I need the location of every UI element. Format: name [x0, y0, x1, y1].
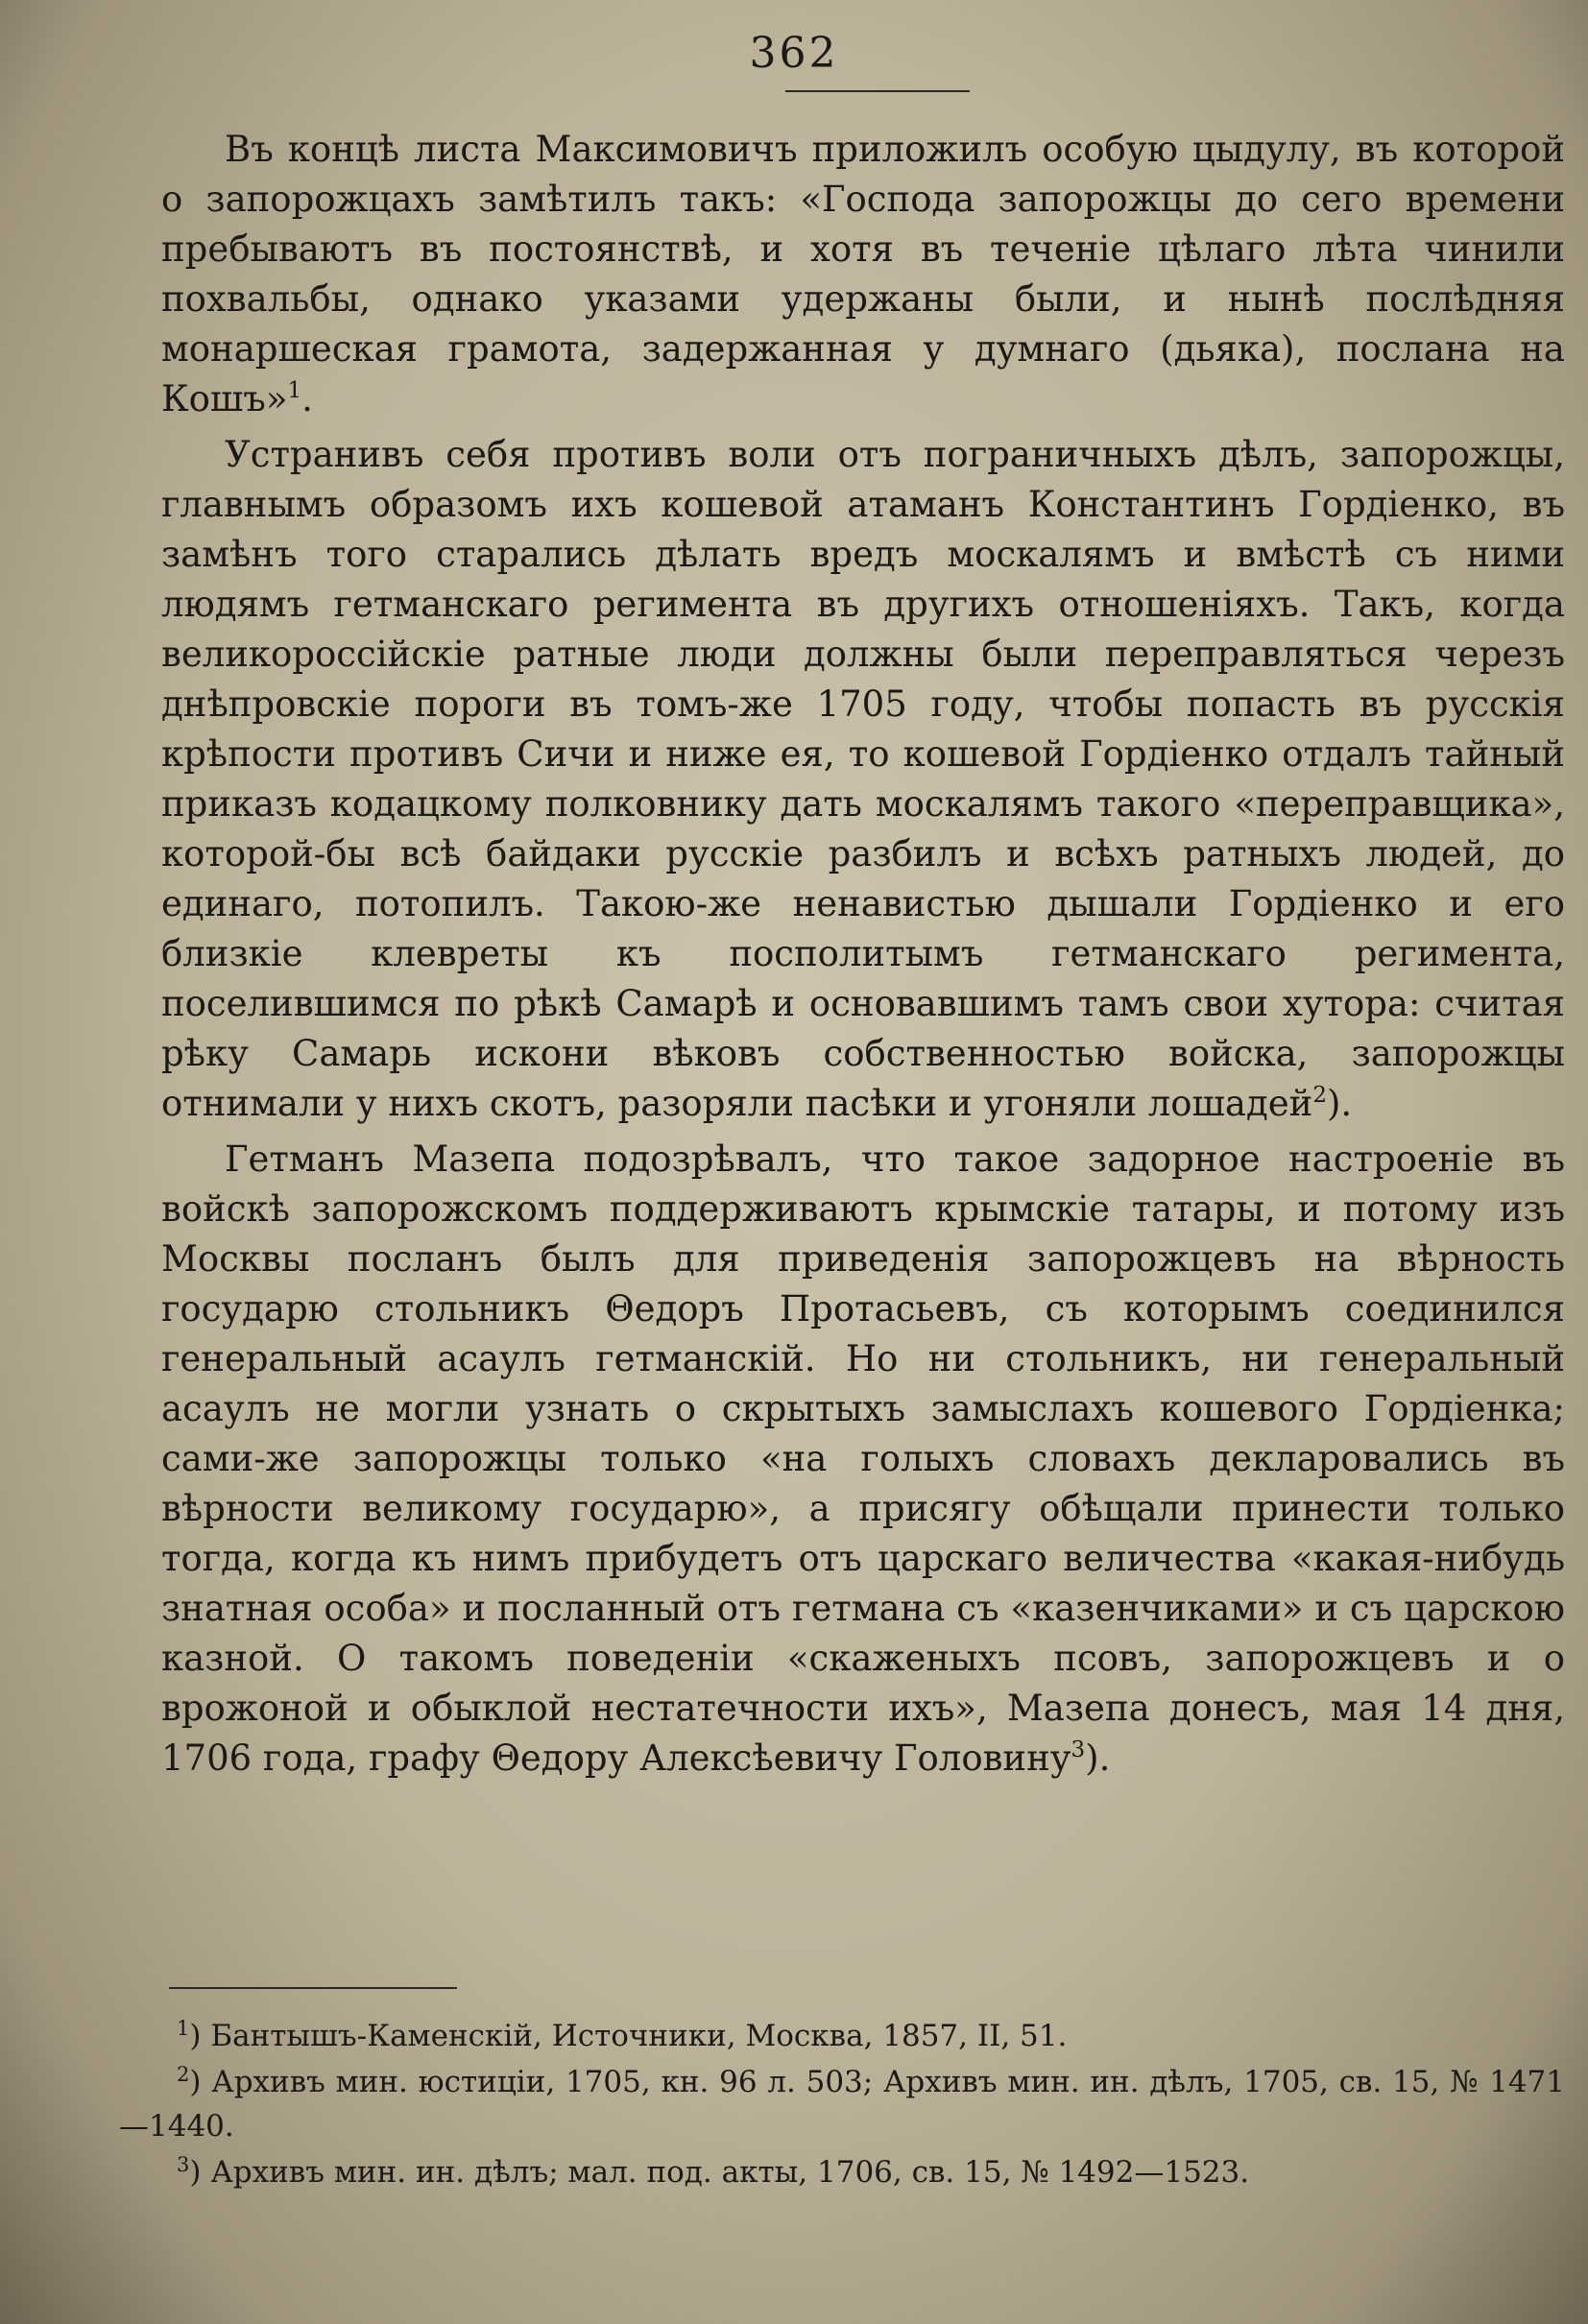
paragraph-tail: ). [1326, 1083, 1353, 1124]
main-text [161, 125, 1565, 1789]
footnote [119, 2060, 1565, 2148]
paragraph-text: Гетманъ Мазепа подозрѣвалъ, что такое задорное настроеніе въ войскѣ запорожскомъ поддерживаютъ крымскіе татары, и потому изъ Москвы посланъ былъ для приведенія запорожцевъ на вѣрность государю стольникъ Θедоръ Протасьевъ, съ которымъ соединился генеральный асаулъ гетманскій. Но ни стольникъ, ни генеральный асаулъ не могли узнать о скрытыхъ замыслахъ кошевого Гордіенка; сами-же запорожцы только «на голыхъ словахъ декларовались въ вѣрности великому государю», а присягу обѣщали принести только тогда, когда къ нимъ прибудетъ отъ царскаго величества «какая-нибудь знатная особа» и посланный отъ гетмана съ «казенчиками» и съ царскою казной. О такомъ поведеніи «скаженыхъ псовъ, запорожцевъ и о врожоной и обыклой нестатечности ихъ», Мазепа донесъ, мая 14 дня, 1706 года, графу Θедору Алексѣевичу Головину [161, 1138, 1565, 1779]
footnote-text: ) Архивъ мин. юстиціи, 1705, кн. 96 л. 503; Архивъ мин. ин. дѣлъ, 1705, св. 15, № 1471—1440. [119, 2065, 1565, 2144]
footnote-text: ) Архивъ мин. ин. дѣлъ; мал. под. акты, 1706, св. 15, № 1492—1523. [189, 2155, 1250, 2190]
footnote-reference: 3 [1071, 1737, 1086, 1762]
paragraph-text: Устранивъ себя противъ воли отъ пограничныхъ дѣлъ, запорожцы, главнымъ образомъ ихъ кошевой атаманъ Константинъ Гордіенко, въ замѣнъ того старались дѣлать вредъ москалямъ и вмѣстѣ съ ними людямъ гетманскаго регимента въ другихъ отношеніяхъ. Такъ, когда великороссійскіе ратные люди должны были переправляться черезъ днѣпровскіе пороги въ томъ-же 1705 году, чтобы попасть въ русскія крѣпости противъ Сичи и ниже ея, то кошевой Гордіенко отдалъ тайный приказъ кодацкому полковнику дать москалямъ такого «переправщика», которой-бы всѣ байдаки русскіе разбилъ и всѣхъ ратныхъ людей, до единаго, потопилъ. Такою-же ненавистью дышали Гордіенко и его близкіе клевреты къ посполитымъ гетманскаго регимента, поселившимся по рѣкѣ Самарѣ и основавшимъ тамъ свои хутора: считая рѣку Самарь искони вѣковъ собственностью войска, запорожцы отнимали у нихъ скотъ, разоряли пасѣки и угоняли лошадей [161, 434, 1565, 1124]
paragraph-tail: . [301, 378, 313, 419]
footnote-mark: 1 [177, 2017, 190, 2040]
footnote-mark: 3 [177, 2153, 190, 2176]
footnote [119, 2150, 1565, 2194]
page-number-underline [785, 90, 970, 92]
page-number: 362 [749, 29, 839, 78]
footnote-reference: 2 [1312, 1083, 1327, 1108]
paragraph [161, 430, 1565, 1129]
paragraph [161, 1135, 1565, 1784]
footnote [119, 2014, 1565, 2058]
footnote-separator [169, 1987, 457, 1989]
footnote-text: ) Бантышъ-Каменскій, Источники, Москва, 1857, II, 51. [189, 2019, 1068, 2053]
paragraph-text: Въ концѣ листа Максимовичъ приложилъ особую цыдулу, въ которой о запорожцахъ замѣтилъ такъ: «Господа запорожцы до сего времени пребываютъ въ постоянствѣ, и хотя въ теченіе цѣлаго лѣта чинили похвальбы, однако указами удержаны были, и нынѣ послѣдняя монаршеская грамота, задержанная у думнаго (дьяка), послана на Кошъ» [161, 129, 1565, 419]
footnotes [119, 2014, 1565, 2196]
footnote-mark: 2 [177, 2063, 190, 2086]
paragraph-tail: ). [1085, 1737, 1111, 1779]
footnote-reference: 1 [287, 378, 302, 403]
paragraph [161, 125, 1565, 424]
